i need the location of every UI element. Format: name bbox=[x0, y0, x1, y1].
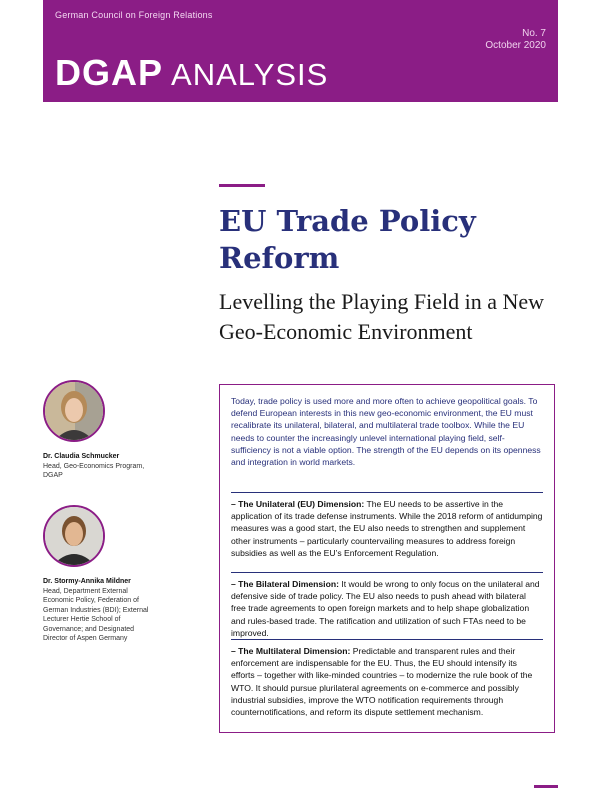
summary-point bbox=[231, 492, 543, 559]
point-heading: – The Multilateral Dimension: bbox=[231, 646, 351, 656]
issue-date: October 2020 bbox=[485, 40, 546, 51]
page-subtitle: Levelling the Playing Field in a New Geo-Economic Environment bbox=[219, 289, 545, 344]
author-name: Dr. Stormy-Annika Mildner bbox=[43, 578, 131, 585]
author-photo bbox=[43, 380, 105, 442]
author-name: Dr. Claudia Schmucker bbox=[43, 453, 120, 460]
footer-accent-line bbox=[534, 785, 558, 788]
page-title: EU Trade Policy Reform bbox=[219, 204, 476, 275]
series-label: ANALYSIS bbox=[171, 57, 329, 92]
point-text: It would be wrong to only focus on the unilateral and defensive side of trade policy. The EU also needs to push ahead with bilateral free trade agreements to open foreign markets and to help shape globalization and rules-based trade. The ratification and utilization of such FTAs need to be improved. bbox=[231, 579, 540, 638]
author-card bbox=[43, 505, 153, 644]
point-text: Predictable and transparent rules and their enforcement are indispensable for the EU. Thus, the EU should intensify its efforts – together with like-minded countries – to modernize the rule book of the WTO. It should pursue plurilateral agreements on e-commerce and possibly industrial subsidies, improve the WTO notification requirements through counternotifications, and reform its dispute settlement mechanism. bbox=[231, 646, 533, 718]
summary-box bbox=[219, 384, 555, 733]
summary-point bbox=[231, 572, 543, 639]
title-accent-line bbox=[219, 184, 265, 187]
header-banner bbox=[43, 0, 558, 102]
organization-name: German Council on Foreign Relations bbox=[55, 10, 213, 20]
author-role: Head, Geo-Economics Program, DGAP bbox=[43, 462, 145, 479]
point-heading: – The Bilateral Dimension: bbox=[231, 579, 339, 589]
portrait-icon bbox=[45, 507, 103, 565]
summary-intro: Today, trade policy is used more and more often to achieve geopolitical goals. To defend European interests in this new geo-economic environment, the EU must recalibrate its unilateral, bilateral, and multilateral trade toolbox. While the EU needs to counter the increasingly unlevel international playing field, self-sufficiency is not a viable option. The strength of the EU depends on its openness and integration in world markets. bbox=[231, 396, 541, 468]
point-heading: – The Unilateral (EU) Dimension: bbox=[231, 499, 365, 509]
portrait-icon bbox=[45, 382, 103, 440]
dgap-logo: DGAP bbox=[55, 52, 164, 93]
summary-point bbox=[231, 639, 543, 718]
point-text: The EU needs to be assertive in the application of its trade defense instruments. While the 2018 reform of antidumping measures was a good start, the EU also needs to strengthen and supplement other instruments – particularly countervailing measures to address foreign subsidies as well as the EU’s Enforcement Regulation. bbox=[231, 499, 543, 558]
issue-info bbox=[485, 28, 546, 52]
brand bbox=[55, 52, 328, 94]
author-card bbox=[43, 380, 153, 481]
issue-number: No. 7 bbox=[522, 28, 546, 39]
author-photo bbox=[43, 505, 105, 567]
author-role: Head, Department External Economic Policy, Federation of German Industries (BDI); External Lecturer Hertie School of Governance; and Designated Director of Aspen Germany bbox=[43, 587, 149, 642]
